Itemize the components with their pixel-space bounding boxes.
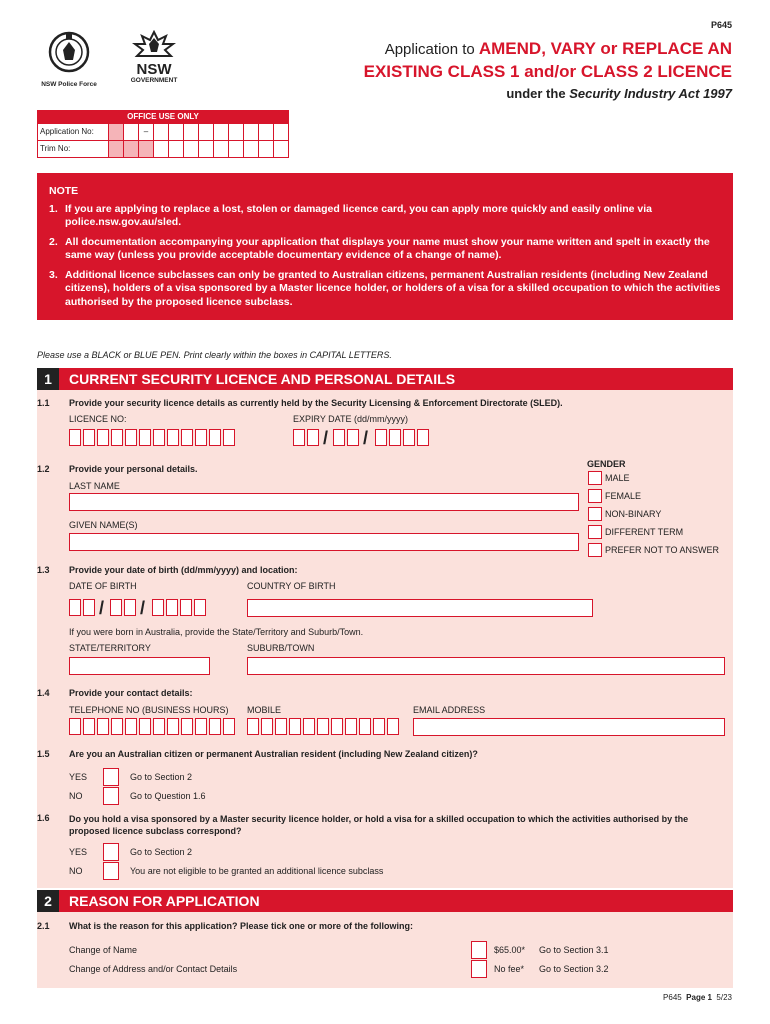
trim-no-label: Trim No: [40,144,71,153]
mobile-input[interactable] [247,718,401,735]
office-cell [183,124,198,140]
office-cell [153,141,168,157]
office-cell [243,141,258,157]
office-cell [183,141,198,157]
footer-date: 5/23 [716,993,732,1002]
office-cell [123,124,138,140]
change-name-checkbox[interactable] [471,941,487,959]
dob-label: DATE OF BIRTH [69,581,137,591]
office-cell [258,141,273,157]
title-pre: Application to [384,41,475,58]
gender-nonbinary-checkbox[interactable] [588,507,602,521]
question-text: Provide your contact details: [69,688,193,698]
dob-month-input[interactable] [110,599,138,616]
question-text: Provide your date of birth (dd/mm/yyyy) and location: [69,565,298,575]
office-cell [123,141,138,157]
question-text: Provide your personal details. [69,464,198,474]
date-separator: / [363,428,369,448]
nsw-government-logo [122,30,186,84]
question-number: 1.6 [37,813,50,823]
office-cell [168,141,183,157]
yes-instruction: Go to Section 2 [130,772,193,782]
licence-no-label: LICENCE NO: [69,414,127,424]
section-title: CURRENT SECURITY LICENCE AND PERSONAL DETAILS [69,371,456,387]
office-cell [228,141,243,157]
form-code: P645 [710,20,732,30]
country-label: COUNTRY OF BIRTH [247,581,336,591]
title-act: Security Industry Act 1997 [569,86,732,101]
given-names-label: GIVEN NAME(S) [69,520,138,530]
gender-option-label: MALE [605,473,630,483]
question-number: 1.1 [37,398,50,408]
form-title [364,38,732,105]
office-cell [138,141,153,157]
last-name-input[interactable] [69,493,579,511]
gender-prefer-not-checkbox[interactable] [588,543,602,557]
telephone-label: TELEPHONE NO (BUSINESS HOURS) [69,705,229,715]
question-number: 2.1 [37,921,50,931]
gender-option-label: DIFFERENT TERM [605,527,684,537]
question-text: Do you hold a visa sponsored by a Master security licence holder, or hold a visa for a skilled occupation to which the activities authorised by the proposed licence subclass correspond? [69,814,689,836]
question-number: 1.3 [37,565,50,575]
last-name-label: LAST NAME [69,481,120,491]
state-label: STATE/TERRITORY [69,643,151,653]
expiry-date-label: EXPIRY DATE (dd/mm/yyyy) [293,414,409,424]
note-heading: NOTE [49,185,79,197]
office-cell [108,124,123,140]
gender-option-label: NON-BINARY [605,509,662,519]
email-label: EMAIL ADDRESS [413,705,486,715]
dob-day-input[interactable] [69,599,97,616]
no-label: NO [69,791,83,801]
note-item [49,269,721,310]
reason-label: Change of Name [69,945,138,955]
nsw-logo-text: NSW [136,61,172,78]
office-cell [213,141,228,157]
title-act-pre: under the [506,86,566,101]
office-use-box [37,110,289,158]
change-address-checkbox[interactable] [471,960,487,978]
state-input[interactable] [69,657,210,675]
reason-instruction: Go to Section 3.1 [539,945,609,955]
suburb-label: SUBURB/TOWN [247,643,315,653]
page-footer [663,993,732,1002]
email-input[interactable] [413,718,725,736]
note-item-number: 3. [49,268,58,281]
note-box [37,173,733,320]
reason-label: Change of Address and/or Contact Details [69,964,238,974]
no-instruction: Go to Question 1.6 [130,791,206,801]
office-cell [273,124,288,140]
section-number: 2 [37,890,59,912]
office-cell [198,124,213,140]
office-cell [198,141,213,157]
office-cell [153,124,168,140]
question-number: 1.5 [37,749,50,759]
gender-option-label: FEMALE [605,491,642,501]
application-no-row [38,123,288,140]
visa-yes-checkbox[interactable] [103,843,119,861]
office-cell [108,141,123,157]
question-number: 1.4 [37,688,50,698]
note-item-text: If you are applying to replace a lost, stolen or damaged licence card, you can apply more quickly and easily online via police.nsw.gov.au/sled. [65,202,653,228]
footer-page: Page 1 [686,993,712,1002]
no-label: NO [69,866,83,876]
footer-code: P645 [663,993,682,1002]
title-line2: EXISTING CLASS 1 and/or CLASS 2 LICENCE [363,62,732,81]
pen-instruction: Please use a BLACK or BLUE PEN. Print clearly within the boxes in CAPITAL LETTERS. [37,350,392,360]
section-1-header [37,368,733,390]
note-item-number: 2. [49,235,58,248]
yes-label: YES [69,847,88,857]
police-logo-text: NSW Police Force [41,81,97,88]
reason-fee: $65.00* [494,945,526,955]
gender-label: GENDER [587,459,626,469]
given-names-input[interactable] [69,533,579,551]
office-dash: – [138,124,153,140]
gender-option-label: PREFER NOT TO ANSWER [605,545,720,555]
section-number: 1 [37,368,59,390]
police-crest-icon [47,30,91,74]
suburb-input[interactable] [247,657,725,675]
yes-label: YES [69,772,88,782]
office-use-header: OFFICE USE ONLY [38,111,288,123]
section-2-header [37,890,733,912]
office-cell [243,124,258,140]
question-number: 1.2 [37,464,50,474]
police-logo [38,30,100,88]
date-separator: / [140,598,146,618]
section-1 [37,368,733,888]
question-text: Are you an Australian citizen or permanent Australian resident (including New Zealand citizen)? [69,749,478,759]
expiry-year-input[interactable] [375,429,431,446]
date-separator: / [99,598,105,618]
reason-fee: No fee* [494,964,525,974]
yes-instruction: Go to Section 2 [130,847,193,857]
mobile-label: MOBILE [247,705,282,715]
office-cell [273,141,288,157]
gender-male-checkbox[interactable] [588,471,602,485]
licence-no-input[interactable] [69,429,237,446]
section-title: REASON FOR APPLICATION [69,893,260,909]
note-item-text: Additional licence subclasses can only be granted to Australian citizens, permanent Australian residents (including New Zealand citizens), holders of a visa sponsored by a Master licence holder, or holders of a visa for a skilled occupation to which the activities authorised by the proposed licence subclass. [65,268,721,308]
note-item [49,236,721,263]
expiry-day-input[interactable] [293,429,321,446]
dob-year-input[interactable] [152,599,208,616]
trim-no-row [38,140,288,157]
country-input[interactable] [247,599,593,617]
citizen-yes-checkbox[interactable] [103,768,119,786]
gender-female-checkbox[interactable] [588,489,602,503]
visa-no-checkbox[interactable] [103,862,119,880]
office-cell [213,124,228,140]
question-text: What is the reason for this application? Please tick one or more of the following: [69,921,414,931]
note-item-number: 1. [49,202,58,215]
waratah-icon [131,30,177,58]
telephone-input[interactable] [69,718,237,735]
expiry-month-input[interactable] [333,429,361,446]
no-instruction: You are not eligible to be granted an additional licence subclass [130,866,384,876]
office-cell [258,124,273,140]
section-2 [37,890,733,988]
office-cell [228,124,243,140]
title-line1: AMEND, VARY or REPLACE AN [478,39,732,58]
reason-instruction: Go to Section 3.2 [539,964,609,974]
note-item [49,203,721,230]
date-separator: / [323,428,329,448]
question-text: Provide your security licence details as currently held by the Security Licensing & Enforcement Directorate (SLED). [69,398,563,408]
citizen-no-checkbox[interactable] [103,787,119,805]
nsw-logo-subtext: GOVERNMENT [130,77,178,84]
gender-different-checkbox[interactable] [588,525,602,539]
note-item-text: All documentation accompanying your application that displays your name must show your name written and spelt in exactly the same way (unless you provide acceptable documentary evidence of a change of name). [65,235,710,261]
office-cell [168,124,183,140]
application-no-label: Application No: [40,127,94,136]
born-instruction: If you were born in Australia, provide the State/Territory and Suburb/Town. [69,627,364,637]
